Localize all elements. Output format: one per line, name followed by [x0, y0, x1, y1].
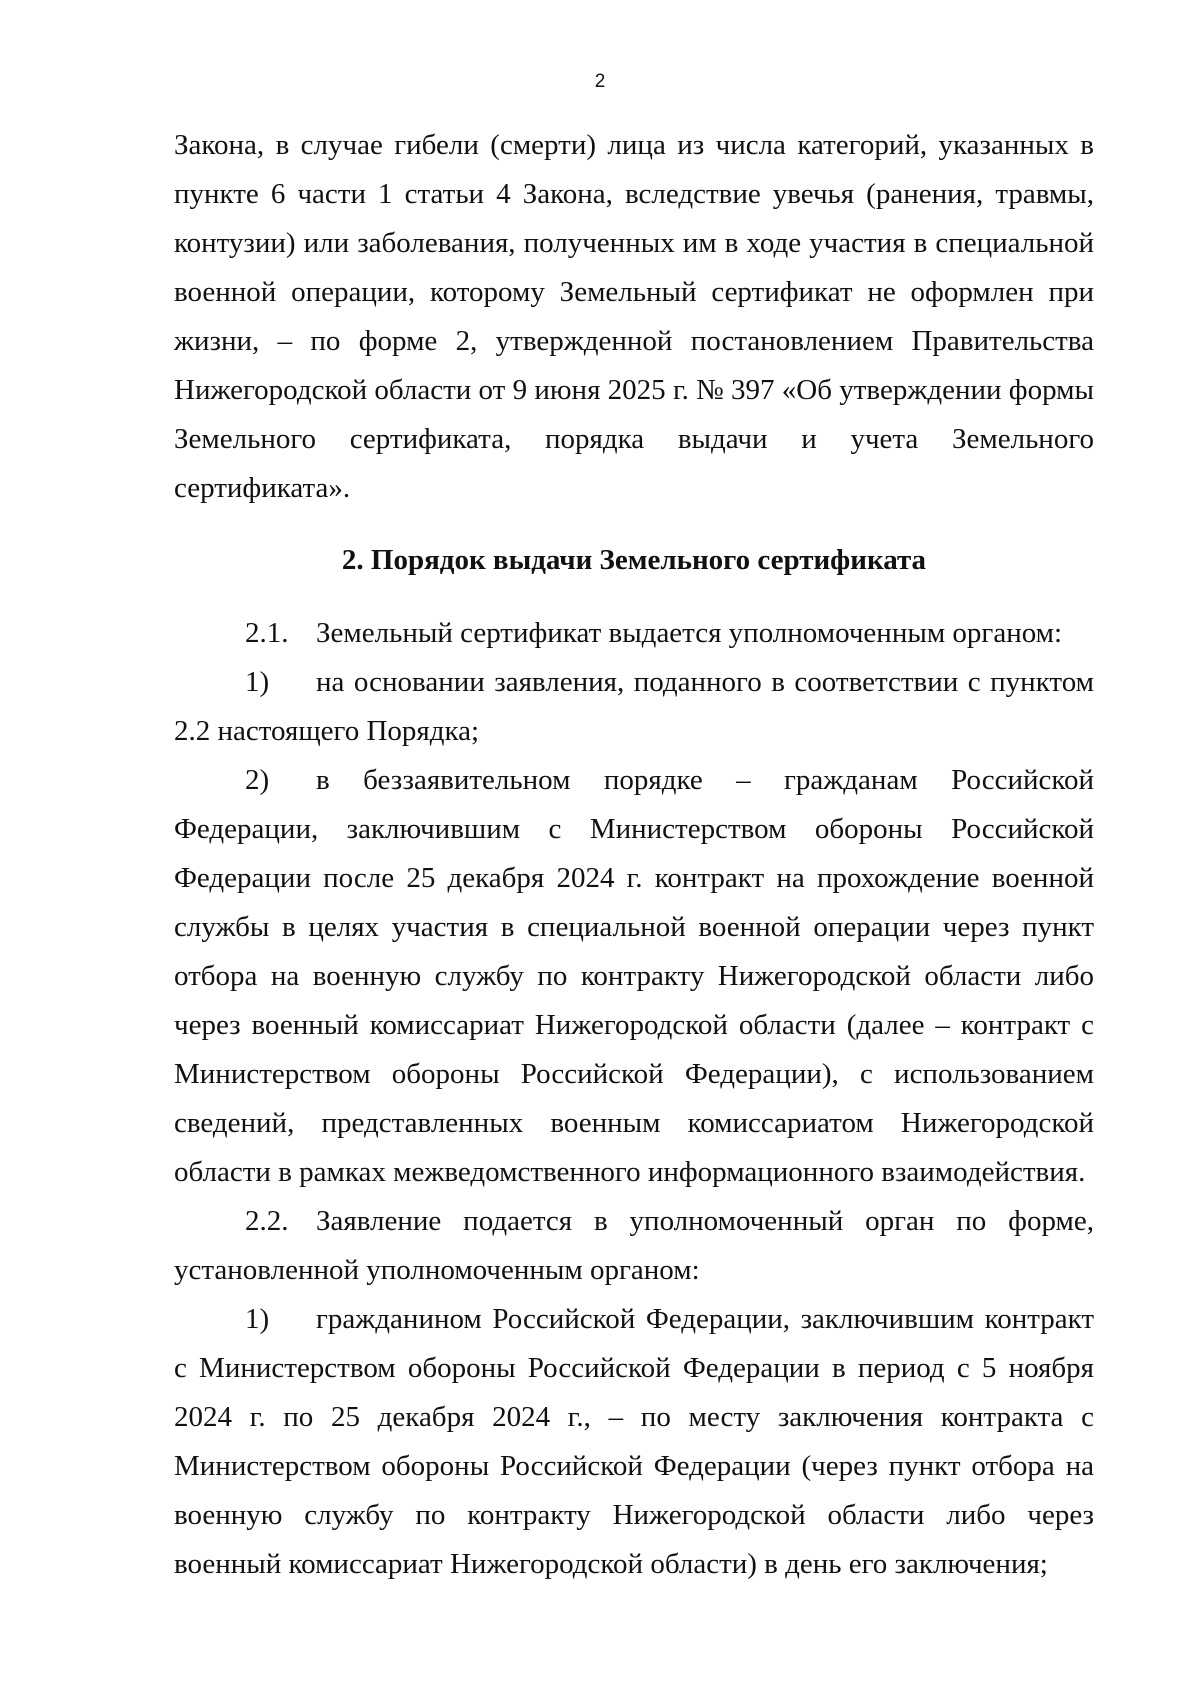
section-heading: 2. Порядок выдачи Земельного сертификата — [341, 544, 927, 576]
paragraph-2-1 — [174, 609, 1094, 658]
document-body — [174, 121, 1094, 1589]
paragraph-2-2 — [174, 1197, 1094, 1295]
paragraph-2-1-1 — [174, 658, 1094, 756]
clause-text: Заявление подается в уполномоченный орган по форме, установленной уполномоченным органом: — [174, 1205, 1094, 1286]
paragraph-continuation: Закона, в случае гибели (смерти) лица из числа категорий, указанных в пункте 6 части 1 статьи 4 Закона, вследствие увечья (ранения, травмы, контузии) или заболевания, полученных им в ходе участия в специальной военной операции, которому Земельный сертификат не оформлен при жизни, – по форме 2, утвержденной постановлением Правительства Нижегородской области от 9 июня 2025 г. № 397 «Об утверждении формы Земельного сертификата, порядка выдачи и учета Земельного сертификата». — [174, 129, 1094, 504]
clause-number: 2) — [245, 764, 270, 796]
clause-number: 2.2. — [245, 1205, 289, 1237]
clause-number: 2.1. — [245, 617, 289, 649]
clause-number: 1) — [245, 666, 270, 698]
clause-text: в беззаявительном порядке – гражданам Российской Федерации, заключившим с Министерством обороны Российской Федерации после 25 декабря 2024 г. контракт на прохождение военной службы в целях участия в специальной военной операции через пункт отбора на военную службу по контракту Нижегородской области либо через военный комиссариат Нижегородской области (далее – контракт с Министерством обороны Российской Федерации), с использованием сведений, представленных военным комиссариатом Нижегородской области в рамках межведомственного информационного взаимодействия. — [174, 764, 1094, 1188]
clause-number: 1) — [245, 1303, 270, 1335]
clause-text: Земельный сертификат выдается уполномоченным органом: — [316, 617, 1063, 649]
page-number: 2 — [594, 71, 606, 92]
paragraph-2-2-1 — [174, 1295, 1094, 1589]
clause-text: гражданином Российской Федерации, заключившим контракт с Министерством обороны Российской Федерации в период с 5 ноября 2024 г. по 25 декабря 2024 г., – по месту заключения контракта с Министерством обороны Российской Федерации (через пункт отбора на военную службу по контракту Нижегородской области либо через военный комиссариат Нижегородской области) в день его заключения; — [174, 1303, 1094, 1580]
clause-text: на основании заявления, поданного в соответствии с пунктом 2.2 настоящего Порядка; — [174, 666, 1094, 747]
paragraph-2-1-2 — [174, 756, 1094, 1197]
